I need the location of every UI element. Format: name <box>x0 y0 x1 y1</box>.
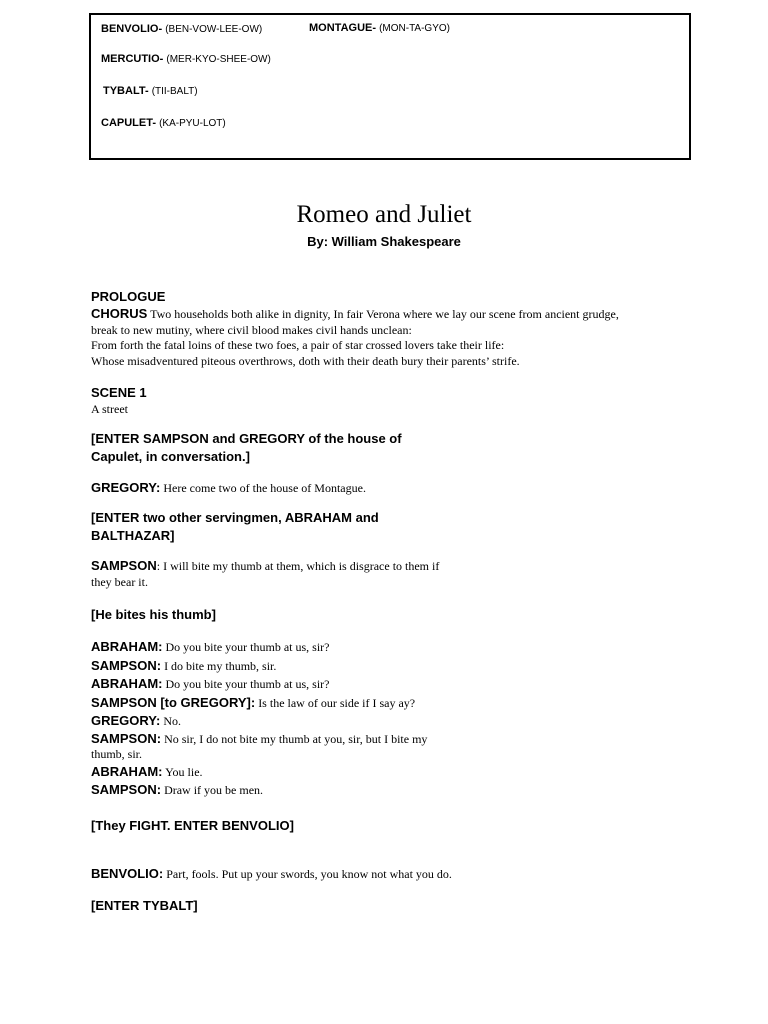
speaker-name: SAMPSON [to GREGORY]: <box>91 694 256 710</box>
pron-name: MONTAGUE- <box>309 22 377 34</box>
pron-name: BENVOLIO- <box>101 23 163 35</box>
speaker-name: SAMPSON: <box>91 657 162 673</box>
speaker-name: SAMPSON <box>91 558 157 573</box>
pron-name: TYBALT- <box>103 85 149 97</box>
pron-benvolio <box>101 23 262 35</box>
prologue-line: break to new mutiny, where civil blood makes civil hands unclean: <box>91 322 412 337</box>
speech-text: Draw if you be men. <box>164 783 264 797</box>
pron-mercutio <box>101 53 271 65</box>
dialogue-block <box>91 638 671 800</box>
stage-direction: [ENTER TYBALT] <box>91 898 198 913</box>
dialogue-line <box>91 675 671 694</box>
speaker-name: GREGORY: <box>91 479 161 495</box>
speech-text: You lie. <box>165 764 203 779</box>
stage-direction: [They FIGHT. ENTER BENVOLIO] <box>91 817 294 833</box>
prologue-line: Whose misadventured piteous overthrows, doth with their death bury their parents’ strife. <box>91 353 520 368</box>
pronunciation-box <box>89 13 691 160</box>
dialogue-line <box>91 479 671 498</box>
pron-guide: (TII-BALT) <box>151 86 198 97</box>
prologue-heading: PROLOGUE <box>91 289 166 304</box>
dialogue-line <box>91 865 671 884</box>
stage-direction: [ENTER two other servingmen, ABRAHAM and BALTHAZAR] <box>91 510 379 543</box>
dialogue-line <box>91 731 461 763</box>
speaker-name: GREGORY: <box>91 713 161 728</box>
pron-tybalt <box>103 85 198 97</box>
speaker-name: BENVOLIO: <box>91 865 164 881</box>
dialogue-line <box>91 657 671 676</box>
dialogue-line <box>91 763 671 782</box>
dialogue-line <box>91 712 671 731</box>
dialogue-line <box>91 638 671 657</box>
pron-guide: (MON-TA-GYO) <box>379 23 450 34</box>
speech-text: Two households both alike in dignity, In fair Verona where we lay our scene from ancient grudge, <box>150 307 619 321</box>
pron-guide: (BEN-VOW-LEE-OW) <box>165 24 263 35</box>
dialogue-line <box>91 694 671 713</box>
pron-guide: (KA-PYU-LOT) <box>159 118 226 129</box>
speech-text: No. <box>163 714 182 728</box>
speech-text: Part, fools. Put up your swords, you know not what you do. <box>166 866 452 881</box>
dialogue-line <box>91 558 461 590</box>
speaker-name: SAMPSON: <box>91 730 162 746</box>
speech-text: Do you bite your thumb at us, sir? <box>165 677 330 691</box>
author-line: By: William Shakespeare <box>307 234 461 249</box>
speaker-name: ABRAHAM: <box>91 763 163 779</box>
pron-name: CAPULET- <box>101 117 156 129</box>
stage-direction: [He bites his thumb] <box>91 607 216 622</box>
prologue-line <box>91 306 671 323</box>
page-title: Romeo and Juliet <box>296 201 472 228</box>
speaker-name: ABRAHAM: <box>91 676 163 691</box>
pron-name: MERCUTIO- <box>101 53 164 65</box>
pron-montague <box>309 22 450 34</box>
speaker-name: SAMPSON: <box>91 782 162 797</box>
speaker-name: ABRAHAM: <box>91 639 163 654</box>
scene-heading: SCENE 1 <box>91 385 147 400</box>
scene-setting: A street <box>91 402 128 416</box>
speech-text: : I will bite my thumb at them, which is disgrace to them if they bear it. <box>91 559 440 589</box>
speech-text: Do you bite your thumb at us, sir? <box>165 640 330 654</box>
pron-guide: (MER-KYO-SHEE-OW) <box>166 54 271 65</box>
dialogue-line <box>91 781 671 800</box>
prologue-line: From forth the fatal loins of these two foes, a pair of star crossed lovers take their life: <box>91 338 505 352</box>
script-content <box>91 288 671 915</box>
speech-text: I do bite my thumb, sir. <box>164 658 277 673</box>
pron-capulet <box>101 117 226 129</box>
speech-text: No sir, I do not bite my thumb at you, sir, but I bite my thumb, sir. <box>91 731 428 761</box>
speaker-name: CHORUS <box>91 306 148 321</box>
speech-text: Here come two of the house of Montague. <box>163 480 366 495</box>
speech-text: Is the law of our side if I say ay? <box>258 695 416 710</box>
stage-direction: [ENTER SAMPSON and GREGORY of the house of Capulet, in conversation.] <box>91 430 402 464</box>
